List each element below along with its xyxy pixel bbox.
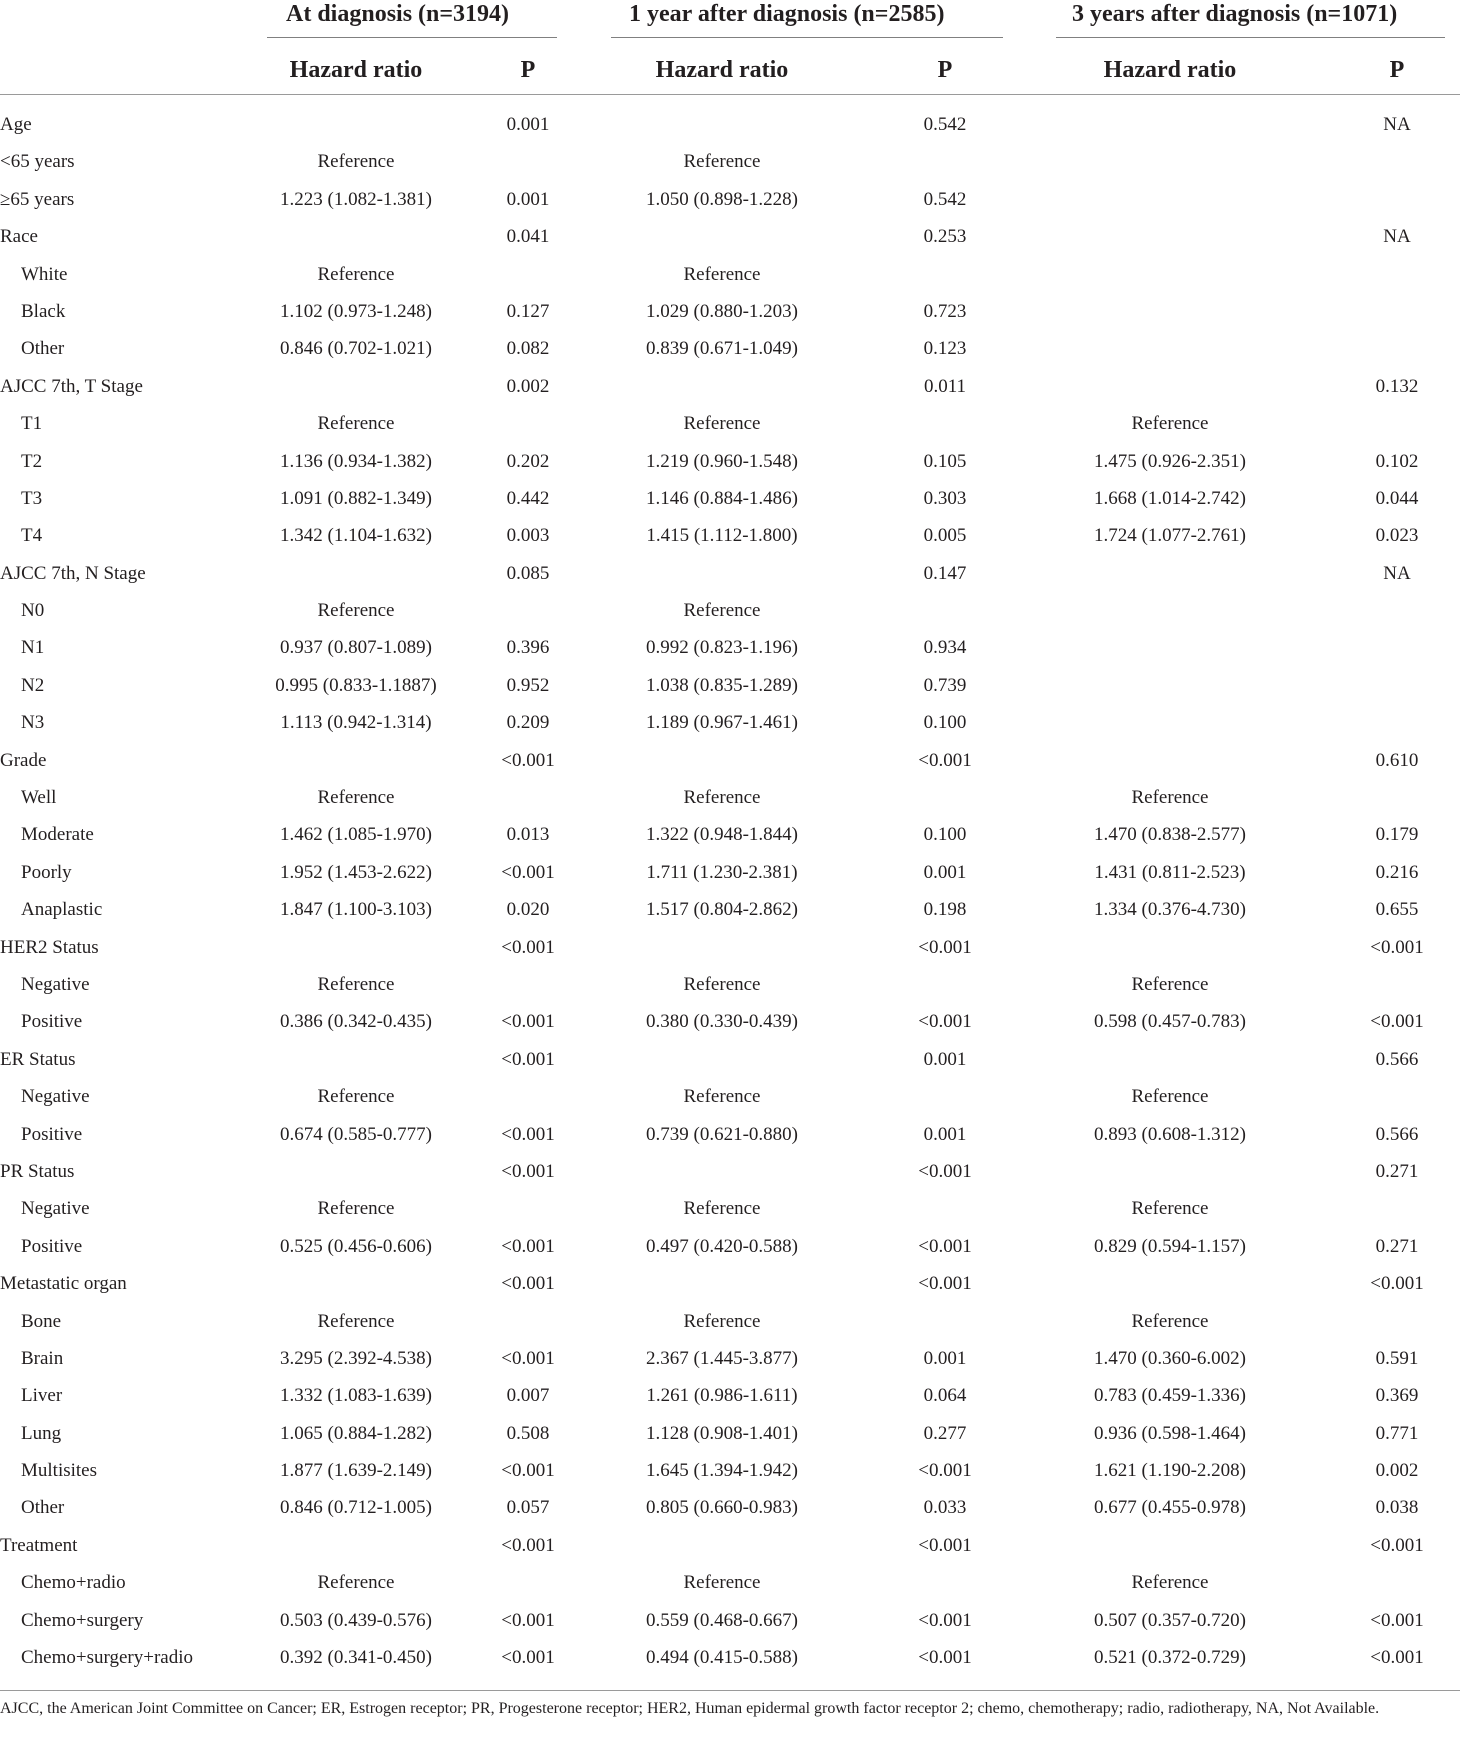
hazard-ratio-cell: 0.392 (0.341-0.450) [280,1647,432,1669]
hazard-ratio-cell: 0.503 (0.439-0.576) [280,1609,432,1631]
p-value-cell: 0.303 [923,487,967,509]
p-value-cell: 0.002 [506,375,550,397]
p-value-cell: 0.105 [923,450,967,472]
p-value-cell: 0.216 [1375,861,1419,883]
p-value-cell: <0.001 [918,1011,972,1033]
table-row [0,929,1460,966]
group-underline [1056,37,1445,38]
p-value-cell: <0.001 [501,1609,555,1631]
p-value-cell: NA [1383,226,1411,248]
hazard-ratio-cell: 0.674 (0.585-0.777) [280,1123,432,1145]
p-value-cell: 0.001 [506,188,550,210]
row-label: Moderate [21,824,94,846]
row-label: T1 [21,413,43,435]
p-value-cell: 0.041 [506,226,550,248]
row-label: N1 [21,637,45,659]
p-value-cell: 0.082 [506,338,550,360]
hazard-ratio-cell: Reference [1131,787,1209,809]
hazard-ratio-cell: Reference [1131,973,1209,995]
hazard-ratio-cell: 1.136 (0.934-1.382) [280,450,432,472]
row-label: White [21,263,68,285]
p-value-cell: 0.542 [923,114,967,135]
p-value-cell: 0.771 [1375,1422,1419,1444]
p-value-cell: 0.013 [506,824,550,846]
p-value-cell: <0.001 [1370,1647,1424,1669]
row-label: Chemo+radio [21,1572,126,1594]
p-value-cell: <0.001 [501,1123,555,1145]
hazard-ratio-cell: Reference [683,600,761,622]
hazard-ratio-cell: Reference [317,1198,395,1220]
p-value-cell: 0.723 [923,300,967,322]
p-value-cell: 0.001 [923,1048,967,1070]
p-value-cell: 0.952 [506,674,550,696]
hazard-ratio-cell: 0.380 (0.330-0.439) [646,1011,798,1033]
hazard-ratio-cell: Reference [1131,1572,1209,1594]
hazard-ratio-cell: 0.559 (0.468-0.667) [646,1609,798,1631]
hazard-ratio-cell: 1.952 (1.453-2.622) [280,861,432,883]
p-value-cell: <0.001 [501,1048,555,1070]
table-row [0,405,1460,442]
hazard-ratio-cell: 1.724 (1.077-2.761) [1094,525,1246,547]
table-row [0,854,1460,891]
table-row [0,330,1460,367]
row-label: <65 years [0,151,75,173]
table-row [0,293,1460,330]
row-label: Negative [21,973,90,995]
p-value-cell: 0.100 [923,712,967,734]
table-row [0,667,1460,704]
hazard-ratio-cell: 1.462 (1.085-1.970) [280,824,432,846]
row-label: Negative [21,1086,90,1108]
p-value-cell: <0.001 [918,1460,972,1482]
p-value-cell: 0.271 [1375,1235,1419,1257]
hazard-ratio-cell: 1.334 (0.376-4.730) [1094,899,1246,921]
p-value-cell: <0.001 [501,1011,555,1033]
hazard-ratio-cell: Reference [317,600,395,622]
hazard-ratio-cell: 1.322 (0.948-1.844) [646,824,798,846]
p-value-cell: 0.179 [1375,824,1419,846]
p-value-cell: <0.001 [918,1160,972,1182]
row-label: Multisites [21,1460,98,1482]
table-row [0,1041,1460,1078]
hazard-ratio-cell: 1.645 (1.394-1.942) [646,1460,798,1482]
table-row [0,704,1460,741]
table-row [0,816,1460,853]
hazard-ratio-cell: Reference [683,413,761,435]
hazard-ratio-cell: 0.525 (0.456-0.606) [280,1235,432,1257]
table-row [0,1116,1460,1153]
p-value-cell: <0.001 [918,1235,972,1257]
p-value-cell: 0.044 [1375,487,1419,509]
p-value-cell: 0.100 [923,824,967,846]
row-label: Bone [21,1310,62,1332]
hazard-ratio-cell: 1.668 (1.014-2.742) [1094,487,1246,509]
hazard-ratio-cell: 0.507 (0.357-0.720) [1094,1609,1246,1631]
group-header-3-years: 3 years after diagnosis (n=1071) [1072,1,1398,27]
p-value-cell: 0.057 [506,1497,550,1519]
p-value-cell: <0.001 [501,861,555,883]
hazard-ratio-cell: 1.431 (0.811-2.523) [1094,861,1246,883]
hazard-ratio-cell: 0.846 (0.712-1.005) [280,1497,432,1519]
p-value-cell: 0.147 [923,562,967,584]
hazard-ratio-cell: 1.877 (1.639-2.149) [280,1460,432,1482]
table-row [0,1527,1460,1564]
row-label: Age [0,114,32,135]
p-value-cell: 0.023 [1375,525,1419,547]
row-label: T4 [21,525,43,547]
hazard-ratio-cell: 2.367 (1.445-3.877) [646,1347,798,1369]
table-row [0,966,1460,1003]
row-label: Positive [21,1011,83,1033]
hazard-ratio-cell: Reference [317,413,395,435]
p-value-cell: 0.005 [923,525,967,547]
row-label: ≥65 years [0,188,75,210]
hazard-ratio-cell: Reference [317,1310,395,1332]
row-label: T2 [21,450,43,472]
hazard-ratio-cell: 1.029 (0.880-1.203) [646,300,798,322]
table-row [0,629,1460,666]
p-value-cell: 0.198 [923,899,967,921]
table-row [0,1602,1460,1639]
hazard-ratio-cell: Reference [1131,1310,1209,1332]
hazard-ratio-cell: 0.677 (0.455-0.978) [1094,1497,1246,1519]
hazard-ratio-cell: 1.475 (0.926-2.351) [1094,450,1246,472]
row-label: N3 [21,712,45,734]
p-header: P [520,57,536,83]
hazard-ratio-cell: 1.517 (0.804-2.862) [646,899,798,921]
p-value-cell: <0.001 [1370,1273,1424,1295]
row-label: N0 [21,600,45,622]
table-row [0,106,1460,143]
hazard-ratio-cell: 0.783 (0.459-1.336) [1094,1385,1246,1407]
p-value-cell: 0.253 [923,226,967,248]
group-underline [611,37,1003,38]
row-label: Liver [21,1385,63,1407]
p-value-cell: 0.542 [923,188,967,210]
p-value-cell: <0.001 [918,936,972,958]
p-value-cell: <0.001 [918,1647,972,1669]
hazard-ratio-cell: 0.995 (0.833-1.1887) [275,674,437,696]
p-value-cell: <0.001 [501,936,555,958]
hazard-ratio-cell: 0.805 (0.660-0.983) [646,1497,798,1519]
p-value-cell: NA [1383,562,1411,584]
p-value-cell: <0.001 [501,1460,555,1482]
p-value-cell: 0.085 [506,562,550,584]
table-row [0,1377,1460,1414]
p-value-cell: 0.123 [923,338,967,360]
p-value-cell: <0.001 [501,1347,555,1369]
row-label: Race [0,226,38,248]
table-footnote: AJCC, the American Joint Committee on Cancer; ER, Estrogen receptor; PR, Progesterone receptor; HER2, Human epidermal growth factor receptor 2; chemo, chemotherapy; radio, radiotherapy, NA, Not Available. [0,1700,1380,1717]
table-row [0,443,1460,480]
table-row [0,1078,1460,1115]
hazard-ratio-cell: 0.893 (0.608-1.312) [1094,1123,1246,1145]
row-label: PR Status [0,1160,75,1182]
hazard-ratio-cell: 1.470 (0.360-6.002) [1094,1347,1246,1369]
p-value-cell: 0.001 [923,1123,967,1145]
hazard-ratio-cell: 1.065 (0.884-1.282) [280,1422,432,1444]
table-row [0,1190,1460,1227]
table-row [0,1639,1460,1676]
p-value-cell: <0.001 [918,749,972,771]
table-row [0,1003,1460,1040]
p-value-cell: 0.132 [1375,375,1419,397]
row-label: Grade [0,749,47,771]
p-value-cell: NA [1383,114,1411,135]
hazard-ratio-cell: Reference [1131,413,1209,435]
table-row [0,1265,1460,1302]
p-value-cell: 0.566 [1375,1123,1419,1145]
row-label: N2 [21,674,45,696]
hazard-ratio-cell: 1.332 (1.083-1.639) [280,1385,432,1407]
hazard-ratio-cell: 0.936 (0.598-1.464) [1094,1422,1246,1444]
hazard-ratio-cell: 1.219 (0.960-1.548) [646,450,798,472]
hazard-ratio-cell: 1.847 (1.100-3.103) [280,899,432,921]
hazard-ratio-cell: Reference [1131,1086,1209,1108]
hazard-ratio-cell: 0.494 (0.415-0.588) [646,1647,798,1669]
row-label: Lung [21,1422,62,1444]
hazard-ratio-cell: 1.470 (0.838-2.577) [1094,824,1246,846]
table-row [0,1153,1460,1190]
hazard-ratio-cell: 1.342 (1.104-1.632) [280,525,432,547]
p-value-cell: 0.508 [506,1422,550,1444]
row-label: T3 [21,487,43,509]
p-value-cell: <0.001 [1370,1609,1424,1631]
hazard-ratio-cell: 0.846 (0.702-1.021) [280,338,432,360]
row-label: Positive [21,1235,83,1257]
hazard-ratio-cell: 1.038 (0.835-1.289) [646,674,798,696]
p-value-cell: 0.739 [923,674,967,696]
table-row [0,218,1460,255]
row-label: Poorly [21,861,72,883]
p-value-cell: <0.001 [1370,1534,1424,1556]
table-row [0,779,1460,816]
p-value-cell: 0.591 [1375,1347,1419,1369]
p-value-cell: 0.127 [506,300,550,322]
table-row [0,517,1460,554]
table-row [0,256,1460,293]
hazard-ratio-cell: 1.091 (0.882-1.349) [280,487,432,509]
p-value-cell: 0.001 [506,114,550,135]
table-row [0,1564,1460,1601]
p-value-cell: <0.001 [501,1235,555,1257]
hazard-ratio-cell: 0.829 (0.594-1.157) [1094,1235,1246,1257]
table-row [0,891,1460,928]
bottom-rule [0,1690,1460,1691]
hazard-ratio-cell: 1.415 (1.112-1.800) [646,525,798,547]
hazard-ratio-cell: 1.128 (0.908-1.401) [646,1422,798,1444]
table-row [0,592,1460,629]
hazard-ratio-cell: Reference [683,151,761,173]
table-body [0,106,1460,1676]
hazard-ratio-cell: 0.598 (0.457-0.783) [1094,1011,1246,1033]
p-value-cell: 0.020 [506,899,550,921]
p-value-cell: 0.001 [923,861,967,883]
table-row [0,480,1460,517]
p-value-cell: <0.001 [501,1160,555,1182]
hazard-ratio-header: Hazard ratio [289,57,423,83]
row-label: Positive [21,1123,83,1145]
table-row [0,1303,1460,1340]
row-label: Other [21,1497,65,1519]
hazard-ratio-cell: 3.295 (2.392-4.538) [280,1347,432,1369]
p-value-cell: <0.001 [1370,1011,1424,1033]
p-value-cell: 0.001 [923,1347,967,1369]
p-value-cell: <0.001 [501,1273,555,1295]
p-value-cell: 0.396 [506,637,550,659]
row-label: AJCC 7th, N Stage [0,562,146,584]
hazard-ratio-cell: Reference [1131,1198,1209,1220]
row-label: Negative [21,1198,90,1220]
p-value-cell: 0.002 [1375,1460,1419,1482]
p-value-cell: 0.610 [1375,749,1419,771]
hazard-ratio-cell: 1.050 (0.898-1.228) [646,188,798,210]
p-value-cell: <0.001 [918,1609,972,1631]
hazard-ratio-cell: Reference [317,263,395,285]
p-value-cell: 0.003 [506,525,550,547]
row-label: Anaplastic [21,899,103,921]
hazard-ratio-cell: 0.386 (0.342-0.435) [280,1011,432,1033]
hazard-ratio-cell: 0.839 (0.671-1.049) [646,338,798,360]
table-row [0,1489,1460,1526]
p-value-cell: 0.209 [506,712,550,734]
hazard-ratio-cell: 0.497 (0.420-0.588) [646,1235,798,1257]
group-underline [267,37,557,38]
p-value-cell: 0.934 [923,637,967,659]
hazard-ratio-header: Hazard ratio [655,57,789,83]
p-value-cell: 0.566 [1375,1048,1419,1070]
hazard-ratio-cell: 1.711 (1.230-2.381) [646,861,798,883]
hazard-ratio-cell: 0.937 (0.807-1.089) [280,637,432,659]
row-label: Other [21,338,65,360]
hazard-ratio-cell: 0.992 (0.823-1.196) [646,637,798,659]
hazard-ratio-cell: Reference [683,263,761,285]
p-value-cell: 0.102 [1375,450,1419,472]
hazard-ratio-cell: Reference [683,1086,761,1108]
hazard-ratio-cell: Reference [683,1572,761,1594]
hazard-ratio-cell: 1.621 (1.190-2.208) [1094,1460,1246,1482]
row-label: Brain [21,1347,64,1369]
hazard-ratio-cell: Reference [317,151,395,173]
hazard-ratio-cell: 0.521 (0.372-0.729) [1094,1647,1246,1669]
table-row [0,555,1460,592]
p-value-cell: <0.001 [918,1534,972,1556]
row-label: HER2 Status [0,936,99,958]
row-label: Chemo+surgery+radio [21,1647,193,1669]
hazard-ratio-cell: Reference [317,973,395,995]
group-header-at-diagnosis: At diagnosis (n=3194) [286,1,510,27]
p-value-cell: <0.001 [501,749,555,771]
p-value-cell: 0.064 [923,1385,967,1407]
table-row [0,181,1460,218]
p-value-cell: <0.001 [918,1273,972,1295]
p-value-cell: <0.001 [1370,936,1424,958]
hazard-ratio-cell: Reference [683,1198,761,1220]
table-row [0,1452,1460,1489]
hazard-ratio-cell: Reference [683,787,761,809]
table-row [0,1340,1460,1377]
hazard-ratio-header: Hazard ratio [1103,57,1237,83]
row-label: Well [21,787,57,809]
p-header: P [937,57,953,83]
header-rule [0,94,1460,95]
hazard-ratio-cell: 1.113 (0.942-1.314) [280,712,432,734]
p-value-cell: 0.442 [506,487,550,509]
row-label: Metastatic organ [0,1273,127,1295]
hazard-ratio-cell: 1.223 (1.082-1.381) [280,188,432,210]
row-label: AJCC 7th, T Stage [0,375,143,397]
p-value-cell: 0.277 [923,1422,967,1444]
p-value-cell: 0.011 [923,375,967,397]
p-value-cell: <0.001 [501,1647,555,1669]
p-value-cell: 0.369 [1375,1385,1419,1407]
row-label: ER Status [0,1048,76,1070]
hazard-ratio-cell: Reference [317,1086,395,1108]
hazard-ratio-cell: 1.189 (0.967-1.461) [646,712,798,734]
hazard-ratio-cell: Reference [683,973,761,995]
table-row [0,368,1460,405]
p-header: P [1389,57,1405,83]
table-row [0,1228,1460,1265]
hazard-ratio-cell: 1.146 (0.884-1.486) [646,487,798,509]
hazard-ratio-cell: Reference [317,787,395,809]
row-label: Chemo+surgery [21,1609,144,1631]
p-value-cell: 0.655 [1375,899,1419,921]
p-value-cell: 0.038 [1375,1497,1419,1519]
hazard-ratio-cell: Reference [683,1310,761,1332]
table-row [0,143,1460,180]
p-value-cell: 0.007 [506,1385,550,1407]
table-row [0,1415,1460,1452]
p-value-cell: 0.033 [923,1497,967,1519]
p-value-cell: 0.271 [1375,1160,1419,1182]
hazard-ratio-cell: 0.739 (0.621-0.880) [646,1123,798,1145]
hazard-ratio-cell: 1.102 (0.973-1.248) [280,300,432,322]
row-label: Treatment [0,1534,78,1556]
table-row [0,742,1460,779]
hazard-ratio-cell: 1.261 (0.986-1.611) [646,1385,798,1407]
row-label: Black [21,300,66,322]
hazard-ratio-cell: Reference [317,1572,395,1594]
group-header-1-year: 1 year after diagnosis (n=2585) [629,1,945,27]
p-value-cell: <0.001 [501,1534,555,1556]
p-value-cell: 0.202 [506,450,550,472]
